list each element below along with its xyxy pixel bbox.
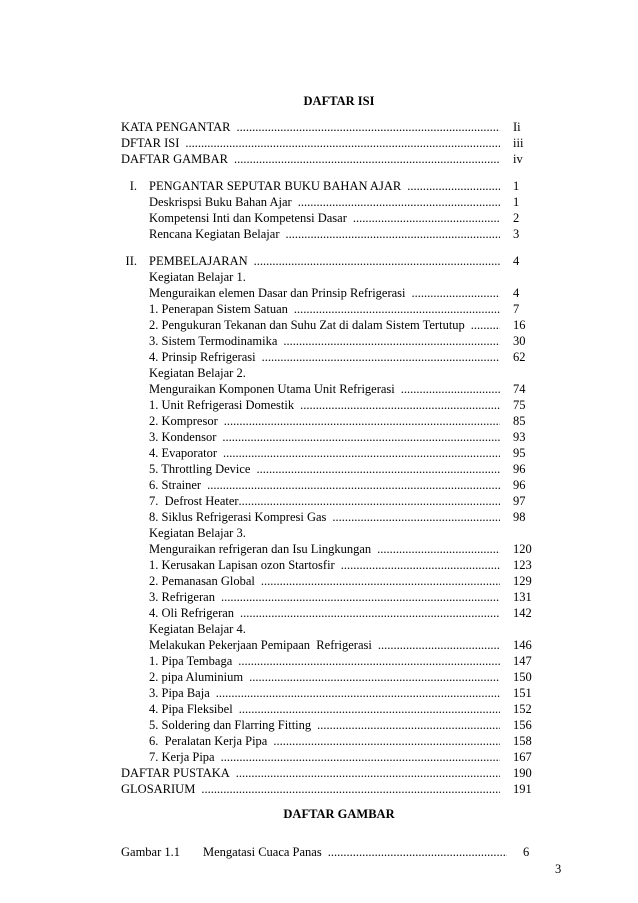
- toc-entry-page: 7: [513, 302, 520, 316]
- toc-entry-label: DAFTAR PUSTAKA: [121, 766, 230, 780]
- toc-entry-page: 142: [513, 606, 532, 620]
- toc-entry-label: Deskrispsi Buku Bahan Ajar: [149, 195, 292, 209]
- dot-leader: [465, 317, 500, 333]
- dot-leader: [256, 349, 500, 365]
- toc-entry-page: 4: [513, 286, 520, 300]
- dot-leader: [294, 397, 500, 413]
- toc-entry-page: 4: [513, 254, 520, 268]
- dot-leader: [347, 210, 500, 226]
- dot-leader: [311, 717, 500, 733]
- toc-entry: [121, 349, 557, 365]
- toc-entry: [121, 135, 557, 151]
- toc-entry-page: 98: [513, 510, 526, 524]
- toc-entry-label: Kegiatan Belajar 4.: [149, 622, 246, 636]
- learning-activity-heading: [121, 525, 557, 541]
- toc-entry-page: 16: [513, 318, 526, 332]
- toc-entry-page: 158: [513, 734, 532, 748]
- dot-leader: [277, 333, 500, 349]
- toc-entry-label: 7. Defrost Heater: [149, 494, 239, 508]
- dot-leader: [195, 781, 500, 797]
- toc-chapter-2: [121, 253, 557, 765]
- dot-leader: [230, 119, 500, 135]
- dot-leader: [218, 413, 500, 429]
- toc-entry: [121, 573, 557, 589]
- toc-chapter-heading: [121, 178, 557, 194]
- figure-page: 6: [523, 845, 530, 859]
- learning-activity-heading: [121, 365, 557, 381]
- dot-leader: [326, 509, 500, 525]
- toc-entry: [121, 301, 557, 317]
- dot-leader: [210, 685, 500, 701]
- toc-entry-page: 191: [513, 782, 532, 796]
- dot-leader: [234, 605, 500, 621]
- toc-entry-page: iii: [513, 136, 524, 150]
- dot-leader: [322, 844, 507, 860]
- toc-entry-page: 147: [513, 654, 532, 668]
- toc-entry-label: 7. Kerja Pipa: [149, 750, 215, 764]
- dot-leader: [215, 589, 500, 605]
- toc-entry: [121, 285, 557, 301]
- toc-entry-label: 1. Kerusakan Lapisan ozon Startosfir: [149, 558, 335, 572]
- toc-entry: [121, 381, 557, 397]
- toc-entry: [121, 733, 557, 749]
- toc-entry-label: 4. Prinsip Refrigerasi: [149, 350, 256, 364]
- toc-entry-label: 1. Penerapan Sistem Satuan: [149, 302, 288, 316]
- toc-entry: [121, 119, 557, 135]
- toc-entry: [121, 589, 557, 605]
- toc-entry-page: 74: [513, 382, 526, 396]
- toc-entry-page: 2: [513, 211, 520, 225]
- toc-entry-page: 62: [513, 350, 526, 364]
- toc-entry-label: 5. Soldering dan Flarring Fitting: [149, 718, 312, 732]
- toc-entry-page: 85: [513, 414, 526, 428]
- toc-entry-label: Kegiatan Belajar 3.: [149, 526, 246, 540]
- toc-entry-page: 3: [513, 227, 520, 241]
- toc-entry: [121, 701, 557, 717]
- dot-leader: [401, 178, 500, 194]
- dot-leader: [232, 653, 500, 669]
- toc-entry: [121, 669, 557, 685]
- toc-entry: [121, 151, 557, 167]
- toc-entry-page: 151: [513, 686, 532, 700]
- toc-entry-label: 4. Oli Refrigeran: [149, 606, 235, 620]
- chapter-numeral: I.: [129, 179, 137, 193]
- toc-entry-page: 95: [513, 446, 526, 460]
- dot-leader: [288, 301, 500, 317]
- toc-entry-label: Rencana Kegiatan Belajar: [149, 227, 280, 241]
- dot-leader: [239, 493, 500, 509]
- toc-entry-page: 96: [513, 478, 526, 492]
- toc-entry-label: 2. Kompresor: [149, 414, 218, 428]
- toc-entry-page: iv: [513, 152, 523, 166]
- toc-entry-page: Ii: [513, 120, 521, 134]
- toc-entry-label: Menguraikan Komponen Utama Unit Refrigerasi: [149, 382, 395, 396]
- toc-title: DAFTAR ISI: [303, 94, 375, 108]
- toc-entry-page: 120: [513, 542, 532, 556]
- toc-entry-label: KATA PENGANTAR: [121, 120, 231, 134]
- toc-entry: [121, 493, 557, 509]
- toc-entry-label: 3. Pipa Baja: [149, 686, 210, 700]
- toc-entry-label: Menguraikan elemen Dasar dan Prinsip Refrigerasi: [149, 286, 406, 300]
- toc-entry: [121, 397, 557, 413]
- figure-number: Gambar 1.1: [121, 845, 181, 859]
- dot-leader: [395, 381, 500, 397]
- page-number: 3: [555, 862, 562, 876]
- toc-entry-label: 6. Strainer: [149, 478, 202, 492]
- toc-entry-label: Kegiatan Belajar 2.: [149, 366, 246, 380]
- toc-entry: [121, 685, 557, 701]
- toc-chapter-heading: [121, 253, 557, 269]
- figure-entry: [121, 844, 557, 860]
- toc-entry-label: 3. Refrigeran: [149, 590, 215, 604]
- toc-entry: [121, 413, 557, 429]
- dot-leader: [201, 477, 500, 493]
- toc-entry-label: Kegiatan Belajar 1.: [149, 270, 246, 284]
- toc-entry-label: 5. Throttling Device: [149, 462, 251, 476]
- toc-front-matter: [121, 119, 557, 167]
- dot-leader: [179, 135, 500, 151]
- dot-leader: [233, 701, 500, 717]
- toc-entry: [121, 226, 557, 242]
- toc-entry: [121, 541, 557, 557]
- toc-entry-label: 3. Kondensor: [149, 430, 217, 444]
- dot-leader: [406, 285, 500, 301]
- dot-leader: [267, 733, 500, 749]
- toc-entry-label: DFTAR ISI: [121, 136, 180, 150]
- toc-entry-label: 8. Siklus Refrigerasi Kompresi Gas: [149, 510, 327, 524]
- toc-entry: [121, 194, 557, 210]
- toc-entry: [121, 557, 557, 573]
- dot-leader: [230, 765, 500, 781]
- dot-leader: [243, 669, 500, 685]
- toc-entry-label: 4. Evaporator: [149, 446, 218, 460]
- learning-activity-heading: [121, 269, 557, 285]
- figures-title: DAFTAR GAMBAR: [283, 807, 395, 821]
- toc-entry: [121, 781, 557, 797]
- toc-entry-label: GLOSARIUM: [121, 782, 196, 796]
- toc-entry-label: Melakukan Pekerjaan Pemipaan Refrigerasi: [149, 638, 372, 652]
- toc-entry-page: 152: [513, 702, 532, 716]
- toc-entry-page: 93: [513, 430, 526, 444]
- toc-entry-label: 1. Pipa Tembaga: [149, 654, 233, 668]
- figure-caption: Mengatasi Cuaca Panas: [203, 845, 322, 859]
- toc-entry-label: 2. pipa Aluminium: [149, 670, 244, 684]
- table-of-contents: [121, 93, 557, 860]
- toc-entry-label: 2. Pengukuran Tekanan dan Suhu Zat di dalam Sistem Tertutup: [149, 318, 465, 332]
- toc-entry-label: 6. Peralatan Kerja Pipa: [149, 734, 268, 748]
- dot-leader: [371, 541, 500, 557]
- toc-entry-label: PEMBELAJARAN: [149, 254, 248, 268]
- toc-entry: [121, 717, 557, 733]
- dot-leader: [335, 557, 500, 573]
- toc-entry: [121, 461, 557, 477]
- toc-entry: [121, 765, 557, 781]
- dot-leader: [280, 226, 501, 242]
- dot-leader: [255, 573, 500, 589]
- toc-entry: [121, 653, 557, 669]
- toc-entry: [121, 333, 557, 349]
- toc-entry-label: PENGANTAR SEPUTAR BUKU BAHAN AJAR: [149, 179, 402, 193]
- toc-entry-page: 129: [513, 574, 532, 588]
- dot-leader: [292, 194, 500, 210]
- toc-entry-page: 190: [513, 766, 532, 780]
- toc-entry-page: 75: [513, 398, 526, 412]
- toc-entry-label: 4. Pipa Fleksibel: [149, 702, 233, 716]
- toc-entry-label: Menguraikan refrigeran dan Isu Lingkungan: [149, 542, 372, 556]
- dot-leader: [250, 461, 500, 477]
- toc-entry: [121, 429, 557, 445]
- toc-entry-label: DAFTAR GAMBAR: [121, 152, 229, 166]
- toc-entry-page: 156: [513, 718, 532, 732]
- dot-leader: [372, 637, 500, 653]
- toc-entry: [121, 210, 557, 226]
- toc-entry-page: 123: [513, 558, 532, 572]
- toc-entry-page: 1: [513, 195, 520, 209]
- toc-entry-label: Kompetensi Inti dan Kompetensi Dasar: [149, 211, 347, 225]
- toc-entry-page: 30: [513, 334, 526, 348]
- toc-entry: [121, 605, 557, 621]
- toc-entry-label: 2. Pemanasan Global: [149, 574, 255, 588]
- toc-back-matter: [121, 765, 557, 797]
- toc-entry-page: 1: [513, 179, 520, 193]
- toc-chapter-1: [121, 178, 557, 242]
- toc-entry: [121, 477, 557, 493]
- toc-entry: [121, 637, 557, 653]
- toc-entry-page: 146: [513, 638, 532, 652]
- toc-entry: [121, 509, 557, 525]
- toc-entry-label: 3. Sistem Termodinamika: [149, 334, 278, 348]
- dot-leader: [248, 253, 500, 269]
- chapter-numeral: II.: [125, 254, 137, 268]
- dot-leader: [215, 749, 500, 765]
- toc-entry: [121, 445, 557, 461]
- toc-entry: [121, 749, 557, 765]
- learning-activity-heading: [121, 621, 557, 637]
- toc-entry-page: 167: [513, 750, 532, 764]
- toc-entry-page: 150: [513, 670, 532, 684]
- toc-entry-page: 131: [513, 590, 532, 604]
- dot-leader: [217, 445, 500, 461]
- toc-entry-page: 97: [513, 494, 526, 508]
- dot-leader: [228, 151, 500, 167]
- toc-entry-page: 96: [513, 462, 526, 476]
- toc-entry: [121, 317, 557, 333]
- toc-entry-label: 1. Unit Refrigerasi Domestik: [149, 398, 295, 412]
- dot-leader: [216, 429, 500, 445]
